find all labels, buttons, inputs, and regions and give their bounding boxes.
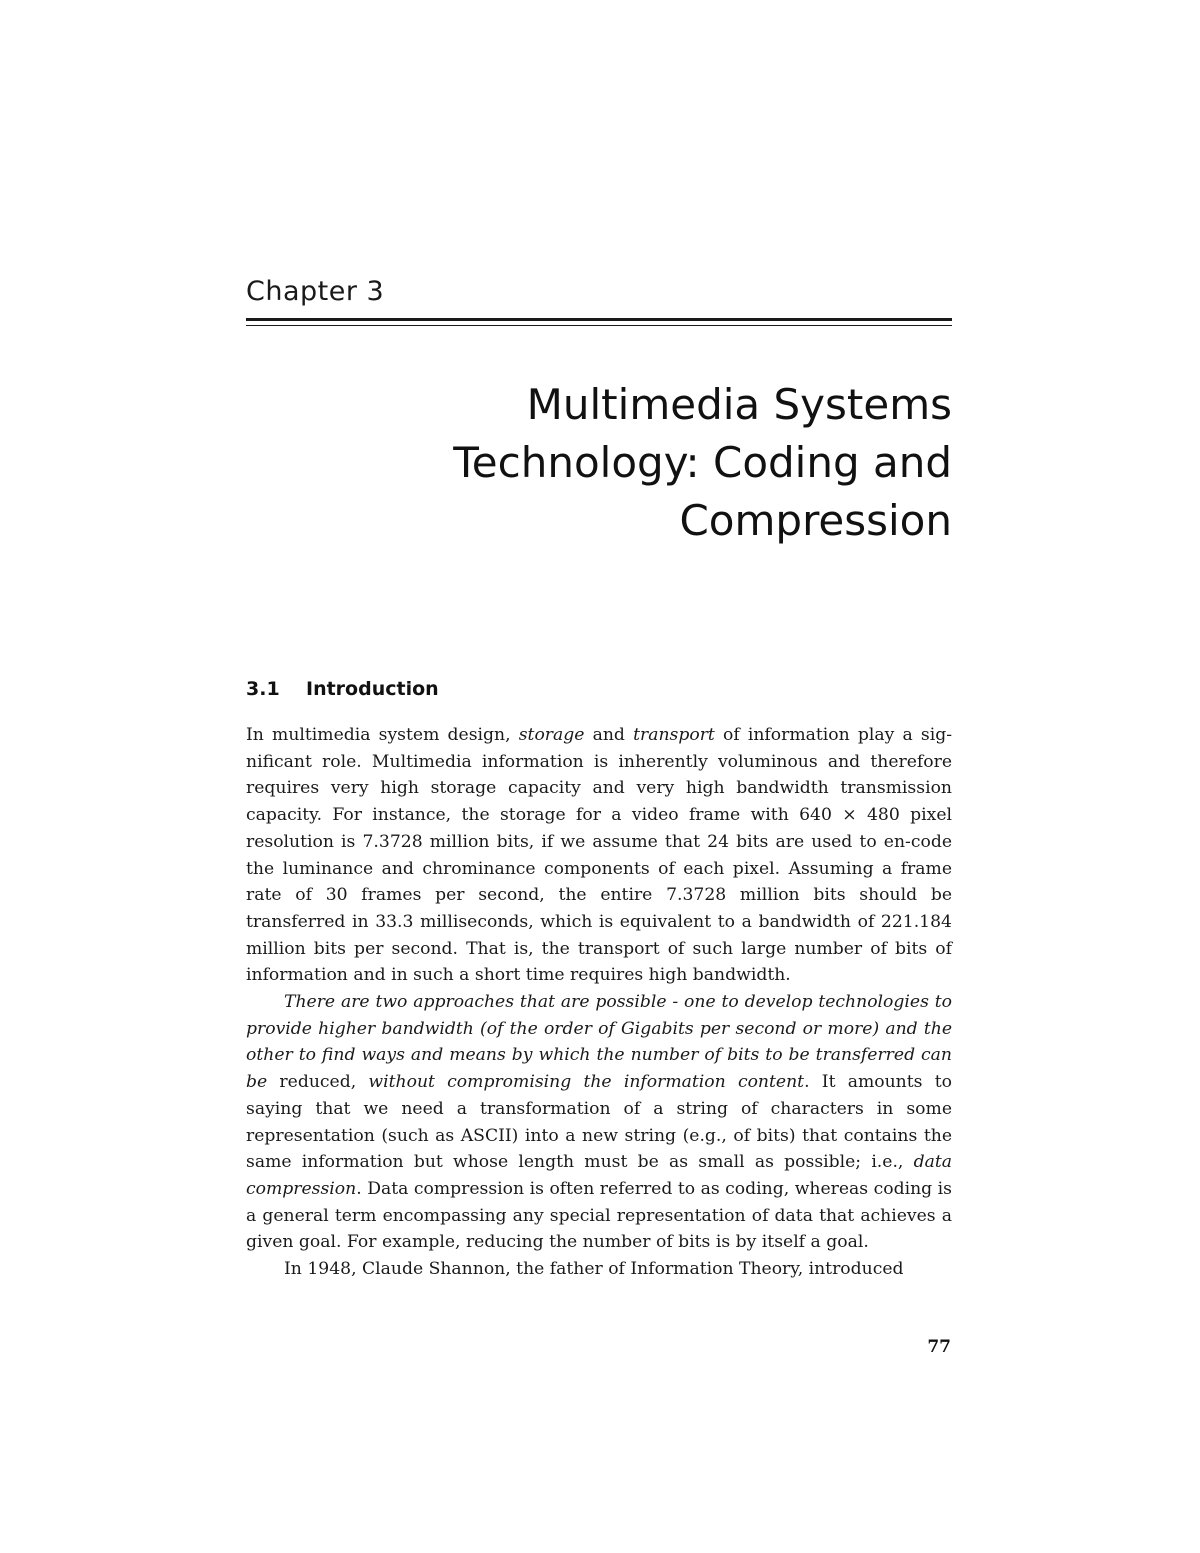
chapter-label: Chapter 3 <box>246 276 385 307</box>
chapter-title-line: Technology: Coding and <box>453 438 952 487</box>
emphasis-data-compression: data compression <box>246 1152 952 1199</box>
paragraph-1 <box>246 722 952 989</box>
chapter-title <box>246 376 952 550</box>
emphasis-without-compromising: without compromising the information content <box>368 1072 805 1093</box>
section-title: Introduction <box>306 678 439 700</box>
text-run: reduced, <box>267 1072 369 1093</box>
text-run: . Data compression is often referred to as coding, whereas coding is a general term encompassing any special representation of data that achieves a given goal. For example, reducing the number of bits is by itself a goal. <box>246 1178 952 1253</box>
emphasis-approaches: There are two approaches that are possible - one to develop technologies to provide higher bandwidth (of the order of Gigabits per second or more) and the other to find ways and means by which the number of bits to be transferred can be <box>246 992 952 1093</box>
chapter-title-line: Multimedia Systems <box>526 380 952 429</box>
paragraph-3 <box>246 1256 952 1283</box>
section-number: 3.1 <box>246 678 280 700</box>
chapter-rule-thin <box>246 325 952 326</box>
emphasis-transport: transport <box>633 725 715 745</box>
text-run: In 1948, Claude Shannon, the father of Information Theory, introduced <box>284 1259 904 1280</box>
chapter-rule-thick <box>246 318 952 321</box>
page-number: 77 <box>927 1337 951 1357</box>
text-run: In multimedia system design, <box>246 725 519 745</box>
body-text <box>246 722 952 1283</box>
text-run: and <box>584 725 634 745</box>
section-heading <box>246 678 439 700</box>
text-run: of information play a sig-nificant role. Multimedia information is inherently voluminous and therefore requires very high storage capacity and very high bandwidth transmission capacity. For instance, the storage for a video frame with 640 × 480 pixel resolution is 7.3728 million bits, if we assume that 24 bits are used to en-code the luminance and chrominance components of each pixel. Assuming a frame rate of 30 frames per second, the entire 7.3728 million bits should be transferred in 33.3 milliseconds, which is equivalent to a bandwidth of 221.184 million bits per second. That is, the transport of such large number of bits of information and in such a short time requires high bandwidth. <box>246 725 953 986</box>
emphasis-storage: storage <box>518 725 585 745</box>
chapter-title-line: Compression <box>679 496 952 545</box>
paragraph-2 <box>246 989 952 1256</box>
text-run: . It amounts to saying that we need a transformation of a string of characters in some representation (such as ASCII) into a new string (e.g., of bits) that contains the same information but whose length must be as small as possible; i.e., <box>246 1072 952 1173</box>
